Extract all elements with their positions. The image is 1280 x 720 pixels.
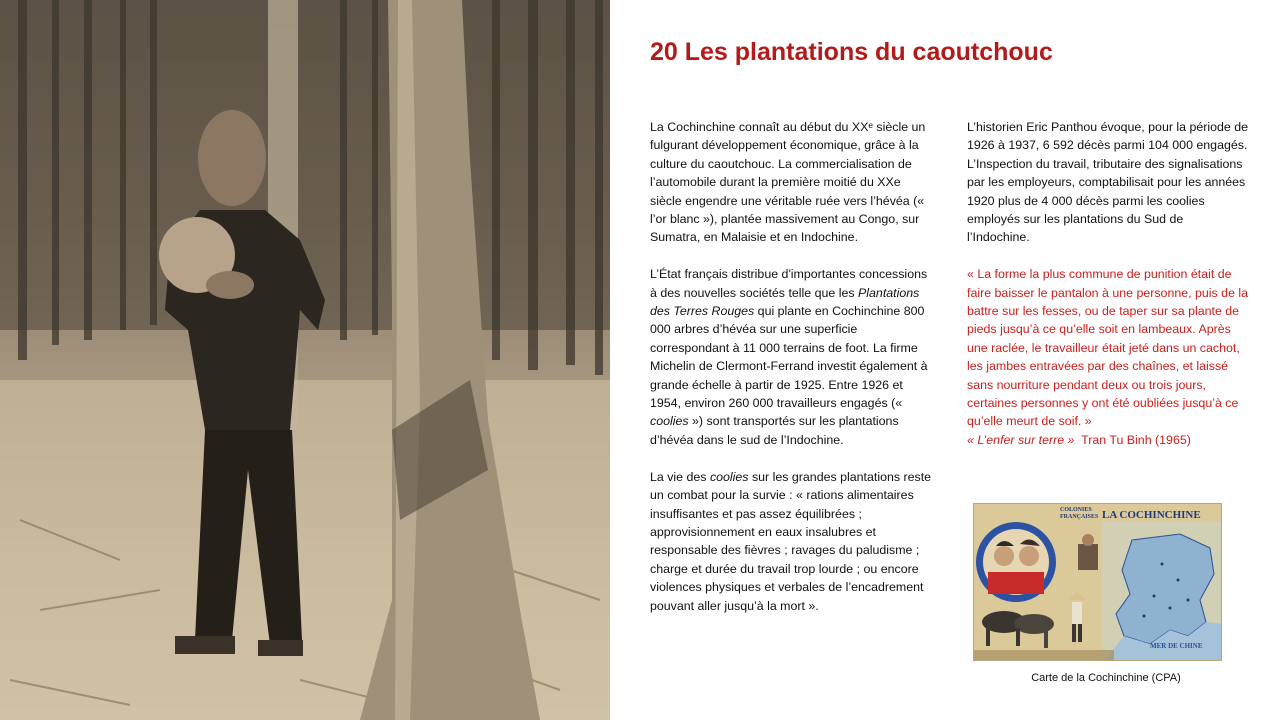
postcard-caption: Carte de la Cochinchine (CPA) — [1031, 672, 1181, 684]
postcard-colonies-label: COLONIES FRANÇAISES — [1060, 507, 1099, 520]
cochinchine-postcard — [973, 503, 1222, 661]
coolies-emphasis-2: coolies — [709, 469, 749, 484]
historian-paragraph: L’historien Eric Panthou évoque, pour la période de 1926 à 1937, 6 592 décès parmi 104 000 engagés. L’Inspection du travail, tributaire des signalisations par les employeurs, comptabilisait pour les années 1920 plus de 4 000 décès parmi les coolies employés sur les plantations du Sud de l’Indochine. — [967, 120, 1249, 245]
left-text-column — [650, 118, 935, 633]
page-title: 20 Les plantations du caoutchouc — [650, 38, 1053, 66]
testimony-quote: « La forme la plus commune de punition était de faire baisser le pantalon à une personne, puis de la battre sur les fesses, ou de taper sur sa plante de pieds jusqu’à ce qu’elle soit en lambeaux. Après une raclée, le travailleur était jeté dans un cachot, les jambes entravées par des chaînes, et laissé sans nourriture pendant deux ou trois jours, certaines personnes y ont été oubliées jusqu’à ce qu’elle meurt de soif. » « L’enfer sur terre » Tran Tu Binh (1965) — [967, 267, 1249, 447]
quote-source-title: « L’enfer sur terre » — [967, 432, 1075, 447]
coolies-life-paragraph: La vie des coolies sur les grandes plantations reste un combat pour la survie : « rations alimentaires insuffisantes et pas assez équilibrées ; approvisionnement en eaux insalubres et responsable des fièvres ; ravages du paludisme ; charge et durée du travail trop lourde ; ou encore violences physiques et verbales de l’encadrement pouvant aller jusqu’à la mort ». — [650, 469, 932, 613]
postcard-illustration — [974, 504, 1222, 661]
quote-source-author: Tran Tu Binh (1965) — [1074, 432, 1191, 447]
right-text-column — [967, 118, 1249, 468]
concessions-paragraph: L’État français distribue d'importantes concessions à des nouvelles sociétés telle que les Plantations des Terres Rouges qui plante en Cochinchine 800 000 arbres d’hévéa sur une superficie correspondant à 11 000 terrains de foot. La firme Michelin de Clermont-Ferrand investit également à grande échelle à partir de 1925. Entre 1926 et 1954, environ 260 000 travailleurs engagés (« coolies ») sont transportés sur les plantations d’hévéa dans le sud de l’Indochine. — [650, 267, 928, 447]
postcard-sea-label: MER DE CHINE — [1150, 642, 1203, 650]
intro-paragraph: La Cochinchine connaît au début du XXᵉ siècle un fulgurant développement économique, grâce à la culture du caoutchouc. La commercialisation de l’automobile durant la première moitié du XXe siècle engendre une véritable ruée vers l’hévéa (« l’or blanc »), plantée massivement au Congo, sur Sumatra, en Malaisie et en Indochine. — [650, 120, 926, 245]
plantation-photo — [0, 0, 610, 720]
coolies-emphasis: coolies — [650, 414, 689, 429]
photo-illustration — [0, 0, 610, 720]
postcard-header: LA COCHINCHINE — [1102, 509, 1201, 521]
terres-rouges-emphasis: Plantations des Terres Rouges — [650, 285, 920, 319]
